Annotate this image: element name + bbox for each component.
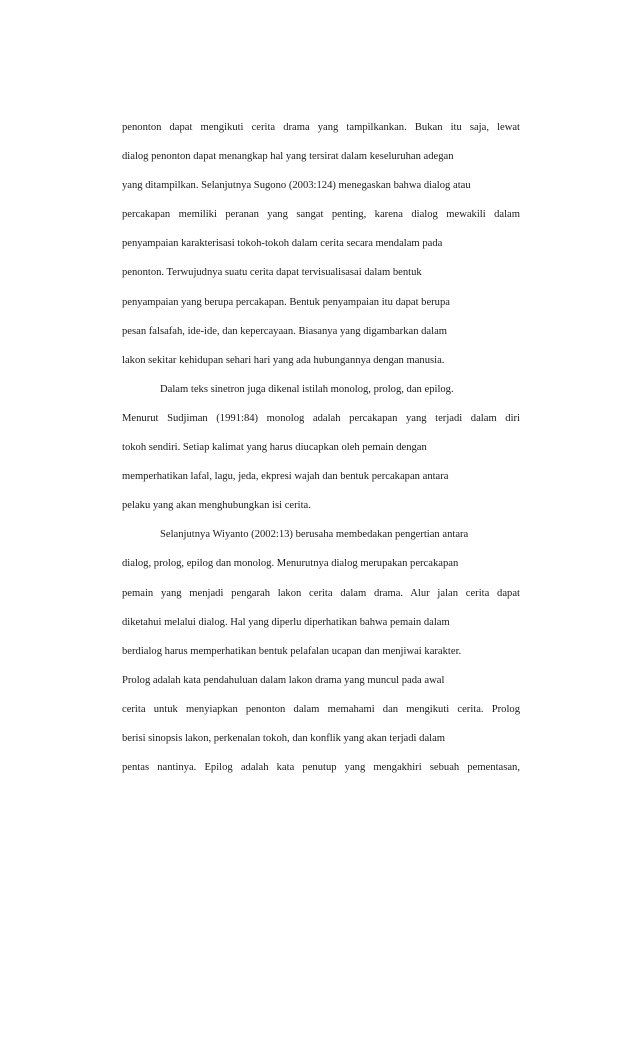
text-line: dialog penonton dapat menangkap hal yang tersirat dalam keseluruhan adegan	[122, 151, 454, 163]
text-line: Prolog adalah kata pendahuluan dalam lakon drama yang muncul pada awal	[122, 674, 445, 686]
text-line: berisi sinopsis lakon, perkenalan tokoh, dan konflik yang akan terjadi dalam	[122, 732, 446, 744]
text-line: memperhatikan lafal, lagu, jeda, ekpresi wajah dan bentuk percakapan antara	[122, 471, 449, 483]
text-line: penonton dapat mengikuti cerita drama yang tampilkankan. Bukan itu saja, lewat	[122, 122, 520, 133]
paragraph-first-line: Selanjutnya Wiyanto (2002:13) berusaha membedakan pengertian antara	[160, 529, 469, 541]
text-line: pelaku yang akan menghubungkan isi cerita.	[122, 500, 311, 512]
text-line: dialog, prolog, epilog dan monolog. Menurutnya dialog merupakan percakapan	[122, 558, 459, 570]
text-line: pentas nantinya. Epilog adalah kata penutup yang mengakhiri sebuah pementasan,	[122, 762, 520, 774]
text-line: pesan falsafah, ide-ide, dan kepercayaan. Biasanya yang digambarkan dalam	[122, 325, 448, 337]
text-line: percakapan memiliki peranan yang sangat penting, karena dialog mewakili dalam	[122, 209, 520, 221]
text-line: tokoh sendiri. Setiap kalimat yang harus diucapkan oleh pemain dengan	[122, 442, 427, 454]
text-line: penyampaian yang berupa percakapan. Bentuk penyampaian itu dapat berupa	[122, 296, 450, 308]
text-line: penyampaian karakterisasi tokoh-tokoh dalam cerita secara mendalam pada	[122, 238, 443, 250]
text-line: Menurut Sudjiman (1991:84) monolog adalah percakapan yang terjadi dalam diri	[122, 412, 520, 424]
text-line: lakon sekitar kehidupan sehari hari yang ada hubungannya dengan manusia.	[122, 354, 445, 366]
text-line: diketahui melalui dialog. Hal yang diperlu diperhatikan bahwa pemain dalam	[122, 616, 450, 628]
text-line: cerita untuk menyiapkan penonton dalam memahami dan mengikuti cerita. Prolog	[122, 703, 520, 715]
text-line: berdialog harus memperhatikan bentuk pelafalan ucapan dan menjiwai karakter.	[122, 645, 462, 657]
text-line: yang ditampilkan. Selanjutnya Sugono (2003:124) menegaskan bahwa dialog atau	[122, 180, 471, 192]
text-line: pemain yang menjadi pengarah lakon cerita dalam drama. Alur jalan cerita dapat	[122, 587, 520, 599]
paragraph-first-line: Dalam teks sinetron juga dikenal istilah monolog, prolog, dan epilog.	[160, 383, 454, 395]
text-line: penonton. Terwujudnya suatu cerita dapat tervisualisasai dalam bentuk	[122, 267, 422, 279]
body-text	[122, 113, 520, 782]
